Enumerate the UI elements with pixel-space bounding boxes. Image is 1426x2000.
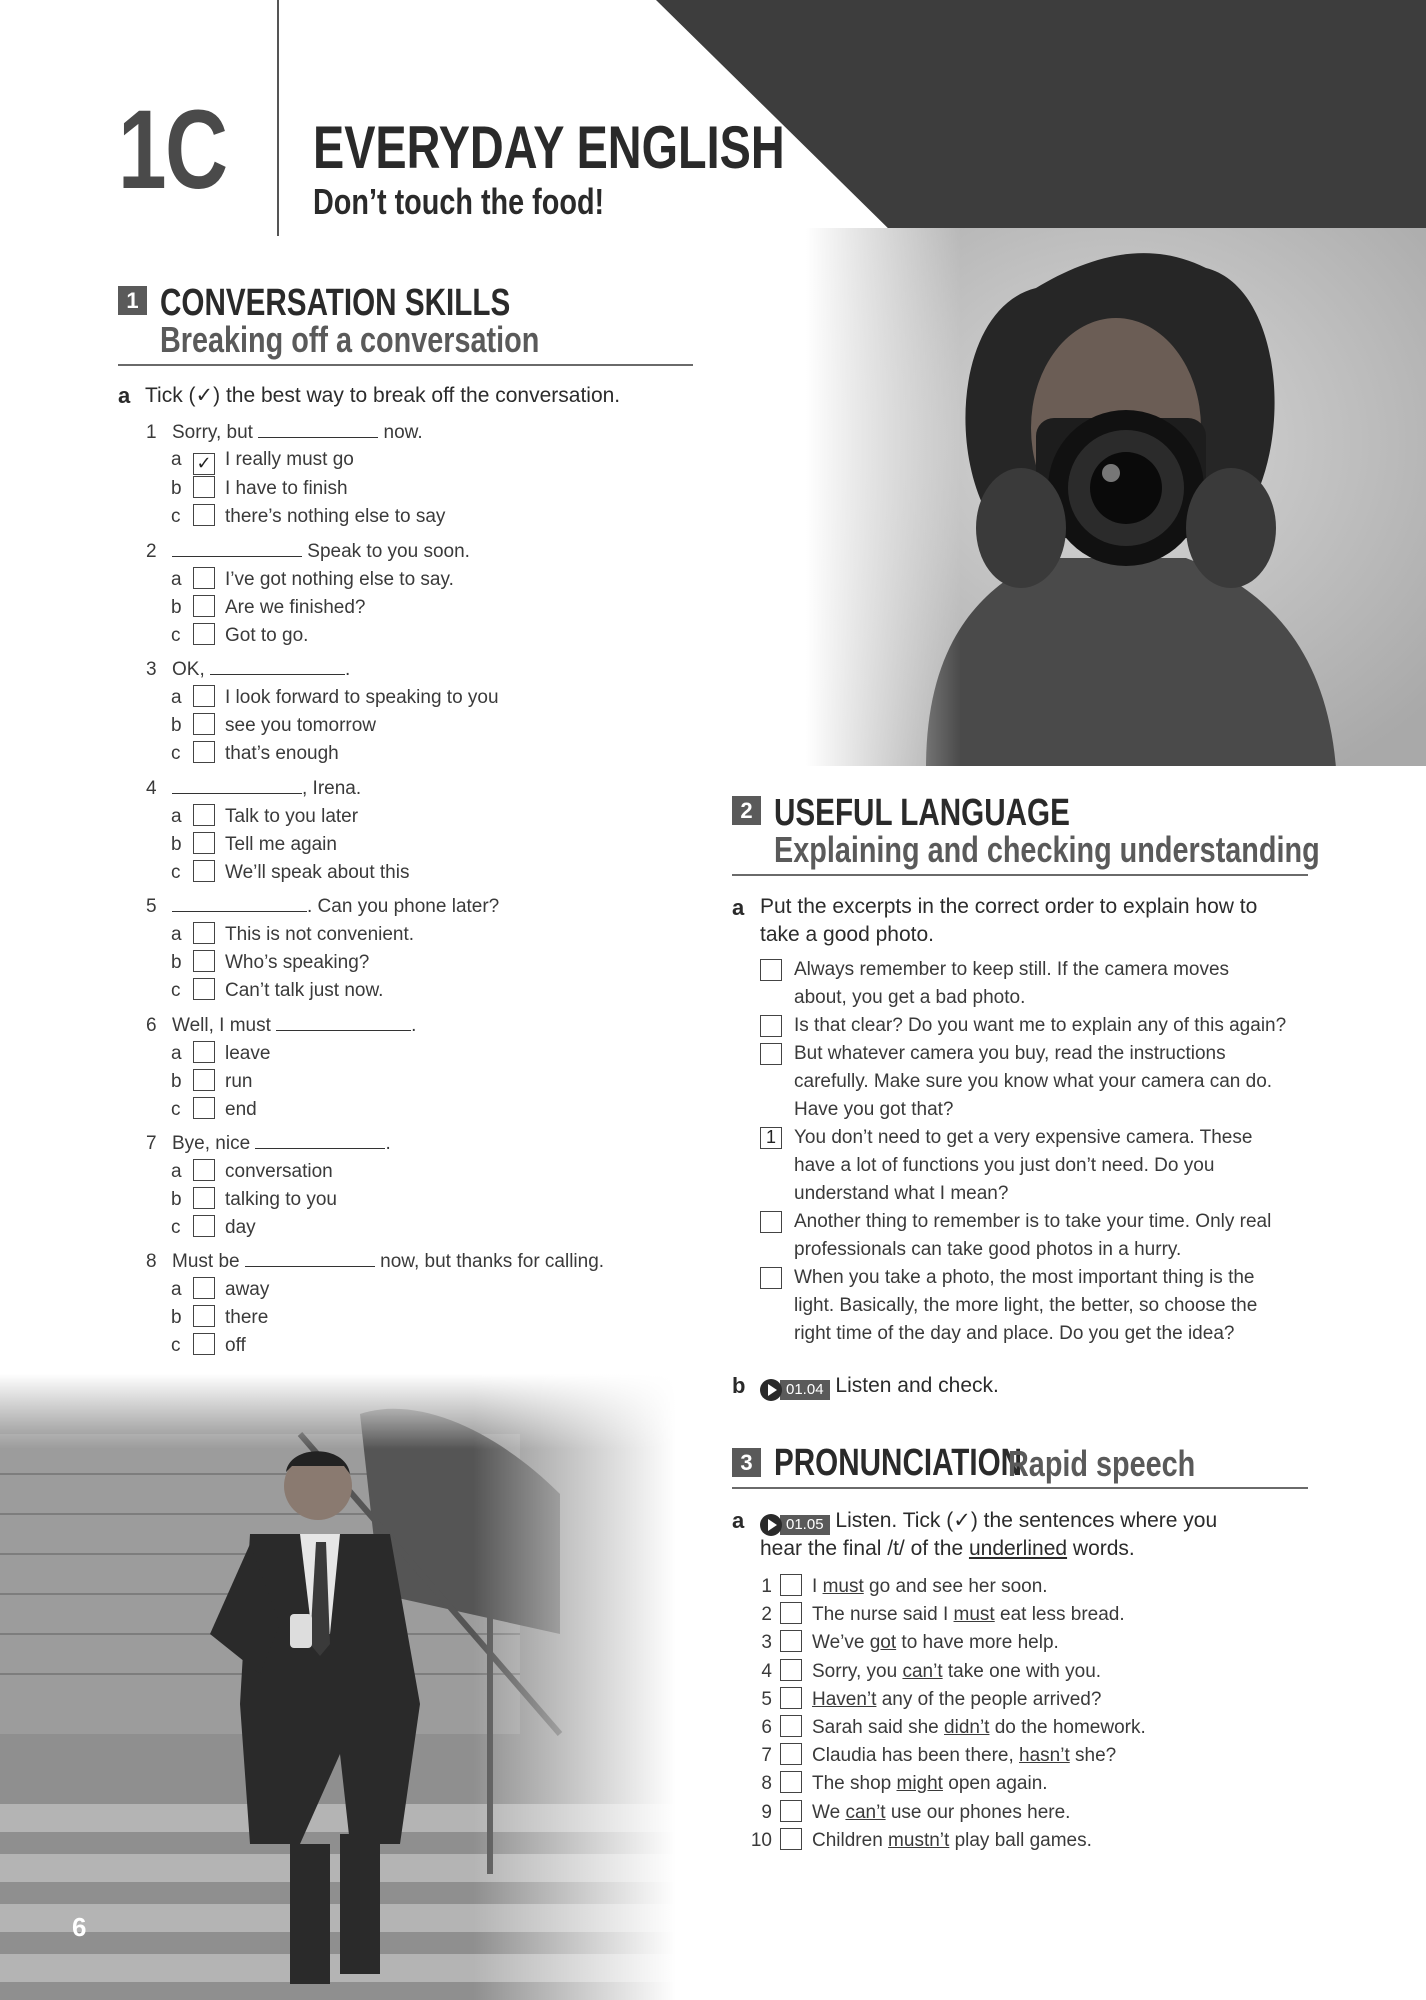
photo-man-on-phone (0, 1374, 676, 2000)
excerpt-line: Have you got that? (794, 1099, 954, 1120)
option-row: a ✓ I really must go (171, 449, 354, 473)
section-number-2: 2 (732, 796, 761, 825)
option-row: b Are we finished? (171, 597, 366, 618)
excerpt-line: carefully. Make sure you know what your camera can do. (794, 1071, 1273, 1092)
answer-checkbox[interactable] (780, 1659, 802, 1681)
section-1-title: CONVERSATION SKILLS (160, 282, 511, 324)
excerpt-item (760, 956, 1320, 1012)
gap-line (172, 776, 302, 794)
question-6: 6 Well, I must . (146, 1015, 417, 1036)
task-1a-instruction: Tick (✓) the best way to break off the conversation. (145, 384, 621, 407)
excerpt-line: Is that clear? Do you want me to explain any of this again? (794, 1015, 1287, 1036)
option-row: b there (171, 1307, 269, 1328)
answer-checkbox[interactable] (193, 1041, 215, 1063)
answer-checkbox[interactable] (193, 1159, 215, 1181)
answer-checkbox[interactable] (193, 860, 215, 882)
excerpt-line: professionals can take good photos in a hurry. (794, 1239, 1182, 1260)
option-row: c day (171, 1217, 256, 1238)
answer-checkbox[interactable] (193, 741, 215, 763)
section-3-subtitle: Rapid speech (1008, 1443, 1196, 1484)
answer-checkbox[interactable] (780, 1715, 802, 1737)
question-1: 1 Sorry, but now. (146, 422, 423, 443)
task-2b-letter: b (732, 1373, 746, 1398)
answer-checkbox[interactable] (193, 1277, 215, 1299)
play-icon (760, 1379, 782, 1401)
section-3-title: PRONUNCIATION (774, 1442, 1023, 1484)
section-number-3: 3 (732, 1448, 761, 1477)
task-3a-instruction-line1: Listen. Tick (✓) the sentences where you (835, 1509, 1218, 1532)
answer-checkbox[interactable] (780, 1828, 802, 1850)
section-1-subtitle: Breaking off a conversation (160, 319, 540, 360)
task-3a-letter: a (732, 1508, 745, 1533)
header-divider (277, 0, 279, 236)
excerpt-line: light. Basically, the more light, the better, so choose the (794, 1295, 1258, 1316)
excerpt-item (760, 1012, 1320, 1040)
section-2-title: USEFUL LANGUAGE (774, 792, 1070, 834)
play-icon (760, 1514, 782, 1536)
sentence-item: 2 The nurse said I must eat less bread. (761, 1604, 1125, 1626)
answer-checkbox[interactable] (193, 1187, 215, 1209)
option-row: b talking to you (171, 1189, 337, 1210)
excerpt-line: about, you get a bad photo. (794, 987, 1026, 1008)
option-row: b see you tomorrow (171, 715, 377, 736)
option-row: c there’s nothing else to say (171, 506, 446, 527)
section-number-1: 1 (118, 286, 147, 315)
answer-checkbox[interactable] (193, 1097, 215, 1119)
question-8: 8 Must be now, but thanks for calling. (146, 1251, 605, 1272)
option-row: b Who’s speaking? (171, 952, 370, 973)
option-row: c Got to go. (171, 625, 309, 646)
sentence-item: 5 Haven’t any of the people arrived? (761, 1688, 1102, 1710)
question-7: 7 Bye, nice . (146, 1133, 391, 1154)
sentence-item: 10 Children mustn’t play ball games. (750, 1829, 1092, 1851)
answer-checkbox[interactable] (193, 685, 215, 707)
answer-checkbox[interactable] (780, 1574, 802, 1596)
answer-checkbox[interactable] (193, 950, 215, 972)
option-row: b Tell me again (171, 834, 337, 855)
option-row: a This is not convenient. (171, 924, 415, 945)
option-row: a away (171, 1279, 270, 1300)
option-row: c off (171, 1335, 246, 1356)
option-row: c end (171, 1099, 257, 1120)
excerpt-item (760, 1264, 1320, 1348)
question-2: 2 Speak to you soon. (146, 541, 470, 562)
answer-checkbox[interactable]: ✓ (193, 453, 215, 475)
order-box[interactable] (760, 1043, 782, 1065)
sentence-item: 1 I must go and see her soon. (761, 1576, 1048, 1597)
answer-checkbox[interactable] (193, 567, 215, 589)
answer-checkbox[interactable] (193, 1333, 215, 1355)
option-row: a leave (171, 1043, 271, 1064)
gap-line (255, 1131, 385, 1149)
order-box[interactable]: 1 (760, 1127, 782, 1149)
section-1-rule (118, 364, 693, 366)
excerpt-item (760, 1124, 1320, 1208)
gap-line (210, 657, 345, 675)
unit-title: EVERYDAY ENGLISH (313, 114, 785, 181)
question-3: 3 OK, . (146, 659, 351, 680)
answer-checkbox[interactable] (780, 1800, 802, 1822)
answer-checkbox[interactable] (193, 713, 215, 735)
excerpt-line: have a lot of functions you just don’t need. Do you (794, 1155, 1215, 1176)
answer-checkbox[interactable] (193, 1305, 215, 1327)
question-5: 5 . Can you phone later? (146, 896, 500, 917)
answer-checkbox[interactable] (193, 1069, 215, 1091)
unit-subtitle: Don’t touch the food! (313, 181, 605, 222)
excerpt-line: But whatever camera you buy, read the instructions (794, 1043, 1226, 1064)
answer-checkbox[interactable] (193, 832, 215, 854)
excerpt-line: Another thing to remember is to take your time. Only real (794, 1211, 1272, 1232)
answer-checkbox[interactable] (193, 504, 215, 526)
option-row: c Can’t talk just now. (171, 980, 384, 1001)
task-1a-letter: a (118, 383, 131, 408)
task-2b-line (760, 1372, 999, 1404)
task-2a-instruction-line2: take a good photo. (760, 923, 934, 946)
answer-checkbox[interactable] (780, 1687, 802, 1709)
task-3a-line2: hear the final /t/ of the underlined words. (760, 1537, 1135, 1560)
option-row: c that’s enough (171, 743, 339, 764)
answer-checkbox[interactable] (780, 1630, 802, 1652)
sentence-item: 7 Claudia has been there, hasn’t she? (761, 1745, 1117, 1767)
excerpt-item (760, 1208, 1320, 1264)
answer-checkbox[interactable] (780, 1771, 802, 1793)
sentence-item: 6 Sarah said she didn’t do the homework. (761, 1717, 1146, 1738)
gap-line (172, 894, 307, 912)
sentence-item: 4 Sorry, you can’t take one with you. (761, 1660, 1102, 1682)
excerpt-line: When you take a photo, the most important thing is the (794, 1267, 1255, 1288)
order-box[interactable] (760, 1015, 782, 1037)
gap-line (172, 539, 302, 557)
sentence-item: 3 We’ve got to have more help. (761, 1632, 1059, 1654)
option-row: a I look forward to speaking to you (171, 687, 499, 708)
sentence-item: 8 The shop might open again. (761, 1773, 1048, 1795)
gap-line (245, 1249, 375, 1267)
section-3-rule (732, 1487, 1308, 1489)
task-2a-letter: a (732, 895, 745, 920)
order-box[interactable] (760, 1211, 782, 1233)
option-row: c We’ll speak about this (171, 862, 410, 883)
answer-checkbox[interactable] (193, 595, 215, 617)
answer-checkbox[interactable] (193, 476, 215, 498)
answer-checkbox[interactable] (193, 922, 215, 944)
task-2a-instruction-line1: Put the excerpts in the correct order to explain how to (760, 895, 1258, 918)
question-4: 4 , Irena. (146, 778, 362, 799)
excerpt-line: right time of the day and place. Do you get the idea? (794, 1323, 1235, 1344)
excerpt-line: Always remember to keep still. If the camera moves (794, 959, 1230, 980)
excerpt-line: You don’t need to get a very expensive camera. These (794, 1127, 1253, 1148)
option-row: b I have to finish (171, 478, 348, 499)
excerpt-item (760, 1040, 1320, 1124)
gap-line (258, 420, 378, 438)
sentence-item: 9 We can’t use our phones here. (761, 1801, 1071, 1823)
answer-checkbox[interactable] (193, 804, 215, 826)
answer-checkbox[interactable] (780, 1743, 802, 1765)
audio-track-badge[interactable]: 01.05 (760, 1511, 830, 1539)
answer-checkbox[interactable] (780, 1602, 802, 1624)
excerpt-line: understand what I mean? (794, 1183, 1009, 1204)
option-row: a I’ve got nothing else to say. (171, 569, 454, 590)
photo-woman-with-camera (806, 228, 1426, 766)
section-2-subtitle: Explaining and checking understanding (774, 829, 1320, 870)
answer-checkbox[interactable] (193, 1215, 215, 1237)
option-row: a Talk to you later (171, 806, 359, 827)
gap-line (276, 1013, 411, 1031)
answer-checkbox[interactable] (193, 978, 215, 1000)
order-box[interactable] (760, 1267, 782, 1289)
order-box[interactable] (760, 959, 782, 981)
answer-checkbox[interactable] (193, 623, 215, 645)
page-number: 6 (72, 1912, 87, 1942)
task-2b-instruction: Listen and check. (835, 1374, 999, 1397)
audio-track-badge[interactable]: 01.04 (760, 1376, 830, 1404)
option-row: b run (171, 1071, 253, 1092)
option-row: a conversation (171, 1161, 333, 1182)
unit-code: 1C (118, 87, 227, 212)
section-2-rule (732, 874, 1308, 876)
